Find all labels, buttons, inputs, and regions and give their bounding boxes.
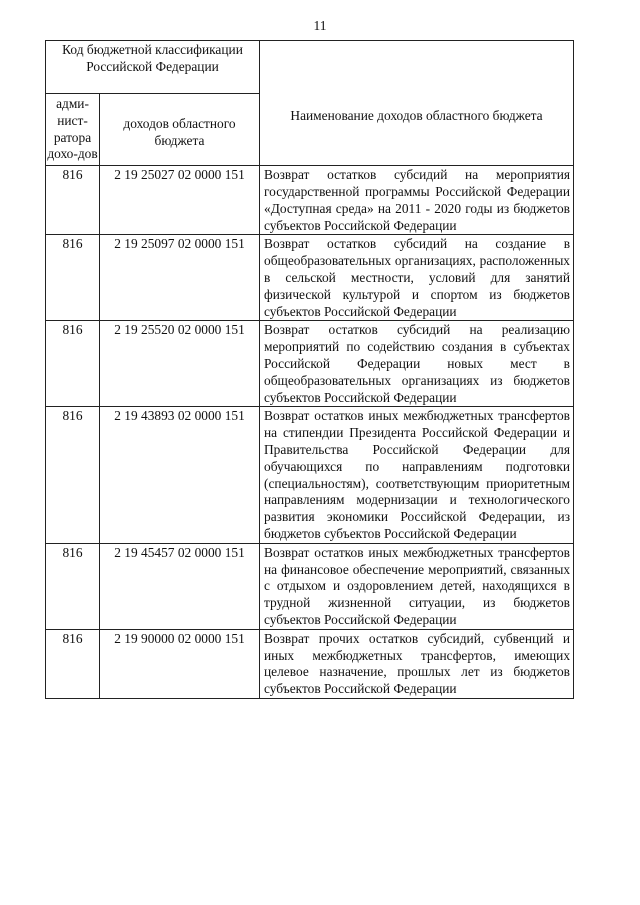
income-name-cell: Возврат остатков субсидий на реализацию мероприятий по содействию создания в субъектах Российской Федерации новых мест в общеобразовательных организациях из бюджетов субъектов Российской Федерации bbox=[260, 321, 574, 407]
admin-code-cell: 816 bbox=[46, 166, 100, 235]
admin-code-cell: 816 bbox=[46, 543, 100, 629]
income-name-cell: Возврат остатков иных межбюджетных трансфертов на стипендии Президента Российской Федерации и Правительства Российской Федерации для обучающихся по направлениям подготовки (специальностям), соответствующим приоритетным направлениям модернизации и технологического развития экономики Российской Федерации, из бюджетов субъектов Российской Федерации bbox=[260, 407, 574, 543]
table-row bbox=[46, 321, 574, 407]
budget-code-cell: 2 19 25520 02 0000 151 bbox=[100, 321, 260, 407]
header-income-column bbox=[100, 94, 260, 166]
budget-classification-table bbox=[45, 40, 574, 699]
header-row-top bbox=[46, 41, 574, 94]
income-name-cell: Возврат остатков иных межбюджетных трансфертов на финансовое обеспечение мероприятий, связанных с отдыхом и оздоровлением детей, находящихся в трудной жизненной ситуации, из бюджетов субъектов Российской Федерации bbox=[260, 543, 574, 629]
table-row bbox=[46, 543, 574, 629]
budget-code-cell: 2 19 45457 02 0000 151 bbox=[100, 543, 260, 629]
table-row bbox=[46, 407, 574, 543]
budget-code-cell: 2 19 25097 02 0000 151 bbox=[100, 235, 260, 321]
header-name-label: Наименование доходов областного бюджета bbox=[290, 108, 543, 124]
header-name-column bbox=[260, 41, 574, 166]
header-admin-label: адми-нист-ратора дохо-дов bbox=[47, 96, 98, 162]
income-name-cell: Возврат остатков субсидий на мероприятия государственной программы Российской Федерации «Доступная среда» на 2011 - 2020 годы из бюджетов субъектов Российской Федерации bbox=[260, 166, 574, 235]
admin-code-cell: 816 bbox=[46, 321, 100, 407]
header-admin-column bbox=[46, 94, 100, 166]
income-name-cell: Возврат прочих остатков субсидий, субвенций и иных межбюджетных трансфертов, имеющих целевое назначение, прошлых лет из бюджетов субъектов Российской Федерации bbox=[260, 629, 574, 698]
admin-code-cell: 816 bbox=[46, 629, 100, 698]
table-row bbox=[46, 235, 574, 321]
header-code-group bbox=[46, 41, 260, 94]
page-number: 11 bbox=[313, 18, 327, 33]
admin-code-cell: 816 bbox=[46, 407, 100, 543]
admin-code-cell: 816 bbox=[46, 235, 100, 321]
budget-code-cell: 2 19 90000 02 0000 151 bbox=[100, 629, 260, 698]
table-row bbox=[46, 629, 574, 698]
budget-code-cell: 2 19 25027 02 0000 151 bbox=[100, 166, 260, 235]
income-name-cell: Возврат остатков субсидий на создание в общеобразовательных организациях, расположенных в сельской местности, условий для занятий физической культурой и спортом из бюджетов субъектов Российской Федерации bbox=[260, 235, 574, 321]
header-income-label: доходов областного бюджета bbox=[123, 116, 236, 149]
header-code-group-label: Код бюджетной классификации Российской Федерации bbox=[62, 42, 243, 74]
budget-code-cell: 2 19 43893 02 0000 151 bbox=[100, 407, 260, 543]
table-row bbox=[46, 166, 574, 235]
